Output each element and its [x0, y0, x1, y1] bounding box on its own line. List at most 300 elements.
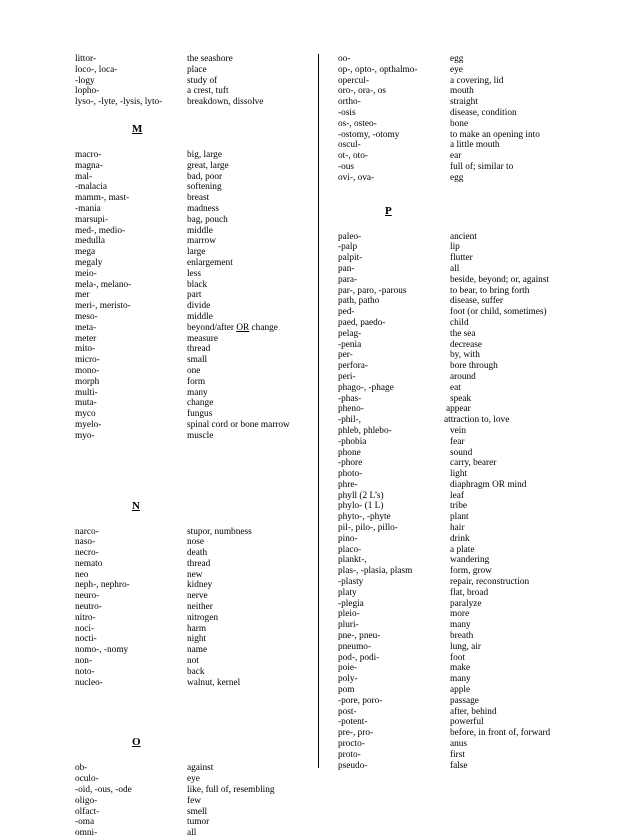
entry-definition: to make an opening into	[450, 129, 540, 140]
entry-definition: large	[187, 247, 206, 258]
glossary-entry	[75, 624, 315, 635]
entry-term: -malacia	[75, 182, 107, 193]
p-entries-list	[338, 232, 628, 772]
entry-term: nemato	[75, 558, 103, 569]
glossary-entry	[75, 634, 315, 645]
entry-definition: new	[187, 569, 203, 580]
entry-definition: nitrogen	[187, 612, 218, 623]
entry-term: phylo- (1 L)	[338, 501, 384, 512]
entry-definition: form	[187, 376, 206, 387]
glossary-entry	[338, 566, 628, 577]
glossary-entry	[75, 193, 315, 204]
glossary-entry	[75, 182, 315, 193]
entry-definition: speak	[450, 393, 472, 404]
glossary-entry	[75, 431, 315, 442]
glossary-entry	[75, 334, 315, 345]
entry-definition: the sea	[450, 328, 476, 339]
glossary-entry	[338, 707, 628, 718]
entry-term: platy	[338, 587, 357, 598]
glossary-entry	[75, 580, 315, 591]
entry-definition: stupor, numbness	[187, 526, 252, 537]
glossary-entry	[75, 678, 315, 689]
entry-term: procto-	[338, 739, 365, 750]
definition-part: change	[249, 322, 278, 333]
glossary-entry	[338, 620, 628, 631]
right-column	[338, 54, 628, 771]
entry-definition: before, in front of, forward	[450, 728, 551, 739]
entry-definition: disease, suffer	[450, 296, 504, 307]
entry-term: noto-	[75, 666, 95, 677]
entry-term: oo-	[338, 54, 351, 64]
entry-definition: to bear, to bring forth	[450, 285, 530, 296]
glossary-entry	[338, 663, 628, 674]
entry-term: meso-	[75, 311, 98, 322]
entry-definition: nose	[187, 537, 205, 548]
entry-definition: many	[450, 674, 471, 685]
section-heading-o	[75, 721, 315, 763]
glossary-entry	[338, 458, 628, 469]
entry-definition: great, large	[187, 160, 229, 171]
glossary-entry	[338, 97, 628, 108]
glossary-entry	[75, 236, 315, 247]
glossary-entry	[75, 172, 315, 183]
n-entries-list	[75, 527, 315, 689]
entry-definition: around	[450, 371, 476, 382]
entry-term: ot-, oto-	[338, 151, 368, 162]
glossary-entry	[338, 696, 628, 707]
section-heading-m	[75, 108, 315, 150]
m-entries-list	[75, 150, 315, 442]
entry-definition: straight	[450, 97, 478, 108]
entry-term: per-	[338, 350, 353, 361]
entry-term: magna-	[75, 160, 103, 171]
entry-definition: place	[187, 64, 207, 75]
glossary-entry	[75, 602, 315, 613]
entry-term: pleio-	[338, 609, 360, 620]
glossary-entry	[75, 76, 315, 87]
glossary-entry	[338, 491, 628, 502]
glossary-entry	[75, 409, 315, 420]
entry-term: phone	[338, 447, 361, 458]
glossary-entry	[338, 728, 628, 739]
entry-term: plas-, -plasia, plasm	[338, 566, 413, 577]
entry-term: path, patho	[338, 296, 380, 307]
entry-definition: leaf	[450, 490, 464, 501]
glossary-entry	[338, 232, 628, 243]
entry-term: narco-	[75, 526, 99, 537]
entry-definition: not	[187, 656, 199, 667]
entry-term: pom	[338, 685, 355, 696]
entry-term: mono-	[75, 365, 100, 376]
glossary-entry	[338, 761, 628, 772]
glossary-entry	[338, 253, 628, 264]
entry-definition: carry, bearer	[450, 458, 497, 469]
entry-definition: ancient	[450, 231, 477, 242]
entry-term: pre-, pro-	[338, 728, 374, 739]
glossary-entry	[338, 588, 628, 599]
entry-definition: repair, reconstruction	[450, 577, 530, 588]
glossary-entry	[338, 76, 628, 87]
glossary-entry	[75, 215, 315, 226]
entry-definition: egg	[450, 54, 464, 64]
entry-term: post-	[338, 706, 357, 717]
entry-definition: a plate	[450, 544, 475, 555]
entry-term: non-	[75, 656, 93, 667]
entry-definition: apple	[450, 685, 471, 696]
glossary-entry	[338, 469, 628, 480]
glossary-entry	[338, 318, 628, 329]
glossary-entry	[338, 86, 628, 97]
entry-term: -plegia	[338, 598, 364, 609]
glossary-entry	[338, 437, 628, 448]
entry-term: mal-	[75, 171, 93, 182]
entry-definition: after, behind	[450, 706, 497, 717]
glossary-entry	[75, 548, 315, 559]
glossary-entry	[75, 398, 315, 409]
glossary-entry	[75, 796, 315, 807]
entry-term: -oma	[75, 817, 95, 828]
entry-definition: middle	[187, 311, 213, 322]
glossary-entry	[75, 161, 315, 172]
entry-definition: breast	[187, 193, 210, 204]
entry-term: os-, osteo-	[338, 118, 377, 129]
entry-term: pne-, pneu-	[338, 631, 381, 642]
entry-definition: flat, broad	[450, 587, 489, 598]
entry-definition: softening	[187, 182, 222, 193]
entry-definition: tumor	[187, 817, 210, 828]
entry-definition: light	[450, 469, 468, 480]
section-heading-p	[338, 190, 628, 232]
entry-definition: thread	[187, 558, 211, 569]
glossary-entry	[75, 377, 315, 388]
entry-definition: small	[187, 355, 208, 366]
entry-term: myelo-	[75, 419, 102, 430]
glossary-entry	[75, 65, 315, 76]
entry-term: peri-	[338, 371, 356, 382]
heading-letter: P	[385, 204, 392, 217]
glossary-entry	[338, 415, 628, 426]
entry-term: ortho-	[338, 97, 361, 108]
entry-definition: decrease	[450, 339, 482, 350]
entry-term: poie-	[338, 663, 358, 674]
glossary-entry	[75, 388, 315, 399]
glossary-entry	[338, 685, 628, 696]
entry-term: mela-, melano-	[75, 279, 132, 290]
entry-term: micro-	[75, 355, 100, 366]
glossary-entry	[338, 512, 628, 523]
entry-term: pan-	[338, 263, 355, 274]
entry-term: oro-, ora-, os	[338, 86, 387, 97]
entry-term: -ostomy, -otomy	[338, 129, 400, 140]
glossary-entry	[338, 426, 628, 437]
glossary-entry	[75, 258, 315, 269]
left-column	[75, 54, 315, 839]
entry-definition: flutter	[450, 253, 473, 264]
entry-term: neph-, nephro-	[75, 580, 130, 591]
glossary-entry	[338, 372, 628, 383]
entry-definition: middle	[187, 225, 213, 236]
column-divider	[318, 54, 319, 768]
entry-definition: enlargement	[187, 257, 233, 268]
entry-term: pod-, podi-	[338, 652, 380, 663]
entry-term: perfora-	[338, 361, 368, 372]
entry-term: neo	[75, 569, 89, 580]
entry-definition: beside, beyond; or, against	[450, 274, 550, 285]
entry-definition: few	[187, 795, 201, 806]
entry-definition: a covering, lid	[450, 75, 504, 86]
glossary-entry	[338, 750, 628, 761]
entry-term: necro-	[75, 548, 99, 559]
glossary-entry	[75, 323, 315, 334]
glossary-entry	[338, 653, 628, 664]
entry-definition: lip	[450, 242, 460, 253]
entry-term: -oid, -ous, -ode	[75, 785, 132, 796]
entry-definition: form, grow	[450, 566, 492, 577]
entry-term: nucleo-	[75, 677, 103, 688]
o-entries-list	[75, 763, 315, 839]
glossary-entry	[338, 383, 628, 394]
glossary-entry	[75, 150, 315, 161]
glossary-entry	[75, 763, 315, 774]
entry-definition: foot (or child, sometimes)	[450, 307, 547, 318]
entry-definition: bad, poor	[187, 171, 223, 182]
entry-definition: mouth	[450, 86, 474, 97]
glossary-entry	[338, 307, 628, 318]
entry-definition: walnut, kernel	[187, 677, 241, 688]
entry-definition: passage	[450, 695, 479, 706]
entry-definition: false	[450, 760, 468, 771]
entry-term: par-, paro, -parous	[338, 285, 407, 296]
entry-term: medulla	[75, 236, 105, 247]
entry-term: meri-, meristo-	[75, 301, 131, 312]
entry-definition: make	[450, 663, 471, 674]
entry-term: -phore	[338, 458, 363, 469]
entry-definition: egg	[450, 172, 464, 183]
glossary-entry	[75, 54, 315, 65]
entry-definition: lung, air	[450, 641, 481, 652]
glossary-entry	[338, 65, 628, 76]
entry-term: meio-	[75, 268, 97, 279]
glossary-entry	[75, 570, 315, 581]
entry-definition: change	[187, 398, 214, 409]
entry-definition: child	[450, 317, 469, 328]
entry-term: mamm-, mast-	[75, 193, 130, 204]
entry-term: ovi-, ova-	[338, 172, 375, 183]
o-continued-entries-list	[338, 54, 628, 184]
glossary-entry	[338, 296, 628, 307]
glossary-entry	[75, 420, 315, 431]
entry-definition: spinal cord or bone marrow	[187, 419, 290, 430]
entry-term: para-	[338, 274, 358, 285]
entry-term: poly-	[338, 674, 358, 685]
glossary-entry	[338, 361, 628, 372]
entry-definition: eye	[450, 64, 463, 75]
entry-definition	[187, 323, 278, 334]
entry-definition: bone	[450, 118, 469, 129]
glossary-entry	[338, 555, 628, 566]
definition-part: beyond/after	[187, 322, 237, 333]
entry-definition: less	[187, 268, 201, 279]
glossary-entry	[75, 527, 315, 538]
entry-term: mito-	[75, 344, 96, 355]
entry-term: olfact-	[75, 806, 100, 817]
glossary-entry	[75, 301, 315, 312]
entry-definition: anus	[450, 739, 468, 750]
entry-term: op-, opto-, opthalmo-	[338, 64, 418, 75]
glossary-entry	[338, 739, 628, 750]
glossary-entry	[75, 226, 315, 237]
entry-term: -phil-,	[338, 415, 361, 426]
entry-definition: madness	[187, 203, 220, 214]
entry-definition: full of; similar to	[450, 161, 514, 172]
glossary-entry	[75, 828, 315, 839]
entry-definition: eye	[187, 774, 200, 785]
entry-term: multi-	[75, 387, 98, 398]
glossary-entry	[75, 355, 315, 366]
glossary-entry	[75, 656, 315, 667]
glossary-entry	[75, 559, 315, 570]
entry-definition: foot	[450, 652, 465, 663]
entry-definition: plant	[450, 512, 469, 523]
entry-term: -logy	[75, 75, 95, 86]
entry-term: oscul-	[338, 140, 361, 151]
glossary-entry	[338, 275, 628, 286]
entry-term: morph	[75, 376, 100, 387]
glossary-entry	[338, 609, 628, 620]
glossary-entry	[75, 613, 315, 624]
glossary-entry	[75, 290, 315, 301]
glossary-entry	[338, 501, 628, 512]
entry-definition: breath	[450, 631, 474, 642]
glossary-entry	[75, 280, 315, 291]
entry-term: nocti-	[75, 634, 97, 645]
entry-definition: bore through	[450, 361, 498, 372]
entry-term: paleo-	[338, 231, 362, 242]
entry-term: noci-	[75, 623, 95, 634]
entry-term: meta-	[75, 322, 97, 333]
entry-term: pelag-	[338, 328, 362, 339]
entry-definition: eat	[450, 382, 461, 393]
entry-term: oligo-	[75, 795, 98, 806]
glossary-entry	[75, 817, 315, 828]
entry-term: phago-, -phage	[338, 382, 394, 393]
glossary-entry	[75, 537, 315, 548]
glossary-entry	[338, 286, 628, 297]
entry-definition: ear	[450, 151, 462, 162]
glossary-entry	[338, 264, 628, 275]
glossary-entry	[75, 86, 315, 97]
glossary-entry	[338, 162, 628, 173]
entry-definition: big, large	[187, 149, 222, 160]
entry-definition: a crest, tuft	[187, 86, 229, 97]
entry-definition: fungus	[187, 409, 213, 420]
entry-term: phre-	[338, 479, 358, 490]
glossary-entry	[338, 642, 628, 653]
entry-term: ped-	[338, 307, 355, 318]
glossary-entry	[75, 807, 315, 818]
glossary-entry	[338, 130, 628, 141]
entry-term: nomo-, -nomy	[75, 645, 129, 656]
entry-definition: first	[450, 749, 465, 760]
entry-term: neutro-	[75, 602, 102, 613]
entry-term: nitro-	[75, 612, 96, 623]
entry-term: opercul-	[338, 75, 369, 86]
entry-term: naso-	[75, 537, 96, 548]
entry-term: neuro-	[75, 591, 100, 602]
entry-definition: measure	[187, 333, 218, 344]
entry-definition: sound	[450, 447, 473, 458]
entry-definition: kidney	[187, 580, 213, 591]
glossary-entry	[75, 645, 315, 656]
glossary-entry	[338, 151, 628, 162]
entry-term: mega	[75, 247, 96, 258]
glossary-entry	[338, 54, 628, 65]
entry-term: oculo-	[75, 774, 99, 785]
entry-term: myco	[75, 409, 96, 420]
glossary-entry	[338, 340, 628, 351]
entry-term: -penia	[338, 339, 362, 350]
entry-definition: smell	[187, 806, 208, 817]
entry-term: placo-	[338, 544, 362, 555]
glossary-entry	[75, 344, 315, 355]
entry-term: lyso-, -lyte, -lysis, lyto-	[75, 97, 163, 108]
definition-emphasis: OR	[236, 322, 250, 333]
entry-definition: harm	[187, 623, 207, 634]
glossary-entry	[338, 448, 628, 459]
entry-definition: many	[187, 387, 208, 398]
entry-term: pneumo-	[338, 641, 372, 652]
entry-definition: many	[450, 620, 471, 631]
entry-term: photo-	[338, 469, 363, 480]
entry-definition: by, with	[450, 350, 480, 361]
entry-definition: back	[187, 666, 205, 677]
entry-term: pil-, pilo-, pillo-	[338, 523, 398, 534]
section-heading-n	[75, 485, 315, 527]
entry-definition: diaphragm OR mind	[450, 479, 527, 490]
glossary-entry	[75, 667, 315, 678]
entry-definition: breakdown, dissolve	[187, 97, 264, 108]
entry-definition: divide	[187, 301, 211, 312]
glossary-entry	[338, 329, 628, 340]
glossary-entry	[338, 717, 628, 728]
heading-letter: M	[132, 122, 143, 135]
entry-definition: marrow	[187, 236, 216, 247]
entry-definition: paralyze	[450, 598, 482, 609]
entry-definition: study of	[187, 75, 218, 86]
entry-term: plankt-,	[338, 555, 367, 566]
entry-definition: muscle	[187, 430, 214, 441]
glossary-entry	[75, 591, 315, 602]
glossary-entry	[75, 312, 315, 323]
entry-definition: like, full of, resembling	[187, 785, 275, 796]
entry-definition: tribe	[450, 501, 468, 512]
entry-definition: bag, pouch	[187, 214, 228, 225]
entry-definition: fear	[450, 436, 465, 447]
entry-definition: name	[187, 645, 208, 656]
entry-definition: all	[187, 828, 197, 839]
entry-term: phyto-, -phyte	[338, 512, 391, 523]
entry-term: -ous	[338, 161, 355, 172]
entry-definition: more	[450, 609, 470, 620]
entry-term: -palp	[338, 242, 358, 253]
entry-definition: one	[187, 365, 201, 376]
entry-term: -mania	[75, 203, 101, 214]
entry-definition: neither	[187, 602, 213, 613]
glossary-entry	[338, 108, 628, 119]
glossary-entry	[75, 97, 315, 108]
entry-term: -plasty	[338, 577, 364, 588]
glossary-entry	[338, 242, 628, 253]
